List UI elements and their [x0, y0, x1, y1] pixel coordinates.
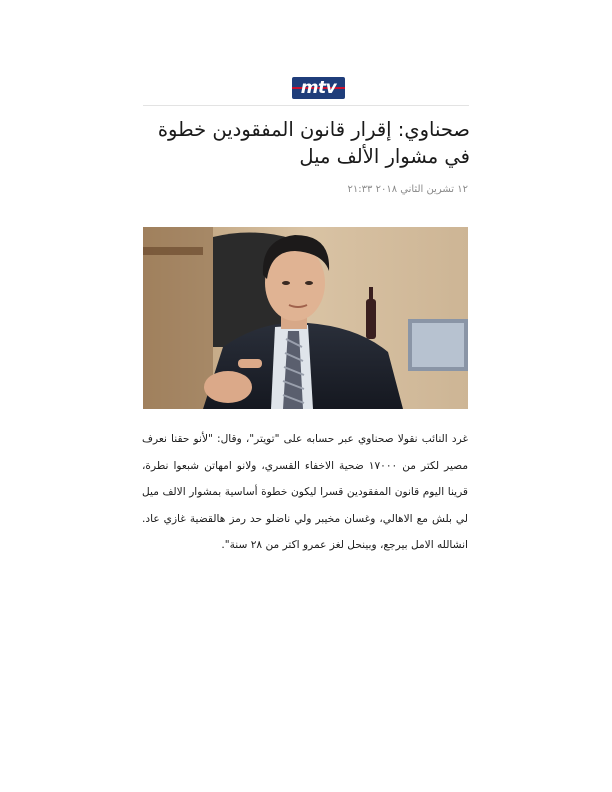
article-photo [143, 227, 468, 409]
article-body: غرد النائب نقولا صحناوي عبر حسابه على "تويتر"، وقال: "لأنو حقنا نعرف مصير لكتر من ١٧٠٠٠ ضحية الاخفاء القسري، ولانو امهاتن شبعوا نطرة، قرينا اليوم قانون المفقودين قسرا ليكون خطوة أساسية بمشوار الالف ميل لي بلش مع الاهالي، وغسان مخيبر ولي ناضلو حد رمز هالقضية غازي عاد. انشالله الامل بيرجع، وبينحل لغز عمرو اكتر من ٢٨ سنة". [142, 433, 468, 551]
header-divider [143, 105, 469, 106]
portrait-photo-icon [143, 227, 468, 409]
mtv-logo[interactable] [292, 77, 345, 99]
article-headline: صحناوي: إقرار قانون المفقودين خطوة في مشوار الألف ميل [157, 118, 470, 168]
article-date: ١٢ تشرين الثاني ٢٠١٨ ٢١:٣٣ [347, 184, 468, 195]
logo-text: mtv [300, 77, 337, 98]
